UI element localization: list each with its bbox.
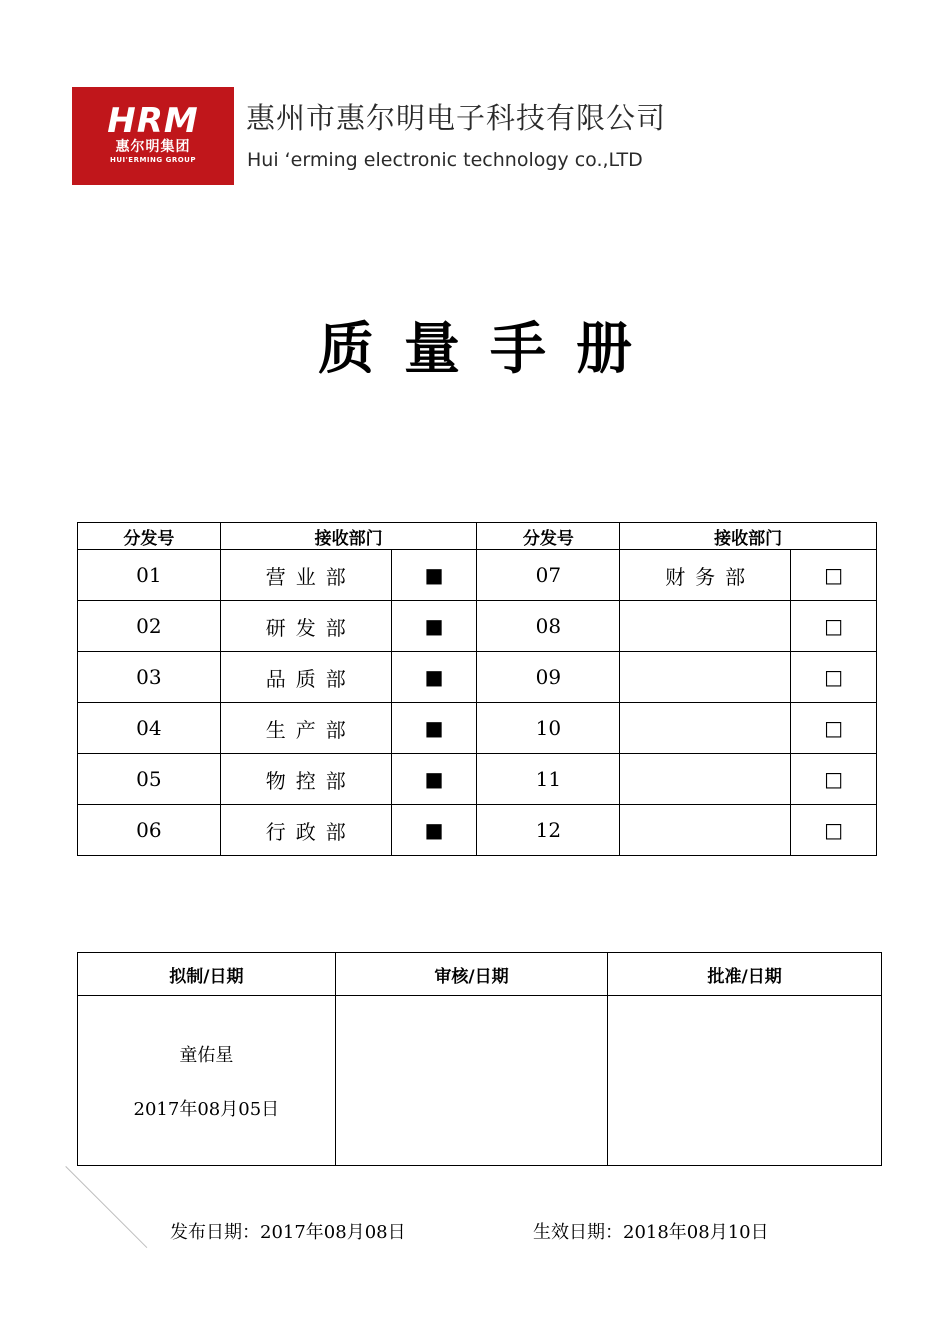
dist-no: 09: [477, 652, 620, 703]
table-row: [78, 550, 877, 601]
company-name-cn: 惠州市惠尔明电子科技有限公司: [246, 101, 667, 135]
prepared-by-name: 童佑星: [179, 1044, 234, 1066]
dist-no: 06: [78, 805, 221, 856]
header-reviewed: 审核/日期: [335, 953, 608, 996]
checked-box-icon[interactable]: ■: [391, 550, 477, 601]
table-row: [78, 703, 877, 754]
unchecked-box-icon[interactable]: □: [791, 703, 877, 754]
checked-box-icon[interactable]: ■: [391, 703, 477, 754]
dept-name: 营业部: [220, 550, 391, 601]
checked-box-icon[interactable]: ■: [391, 754, 477, 805]
dist-no: 04: [78, 703, 221, 754]
dist-no: 10: [477, 703, 620, 754]
dept-name: 财务部: [620, 550, 791, 601]
dist-no: 08: [477, 601, 620, 652]
dept-name: [620, 652, 791, 703]
effective-date: 生效日期：2018年08月10日: [533, 1222, 769, 1243]
unchecked-box-icon[interactable]: □: [791, 601, 877, 652]
dist-no: 02: [78, 601, 221, 652]
header-dist-no-left: 分发号: [78, 523, 221, 550]
signoff-row: [78, 996, 882, 1166]
distribution-table: [77, 522, 877, 856]
logo-mark: HRM: [107, 101, 199, 141]
dist-no: 03: [78, 652, 221, 703]
header-dept-right: 接收部门: [620, 523, 877, 550]
dept-name: 物控部: [220, 754, 391, 805]
dept-name: [620, 601, 791, 652]
dept-name: 行政部: [220, 805, 391, 856]
signoff-table: [77, 952, 882, 1166]
table-row: [78, 754, 877, 805]
dist-no: 07: [477, 550, 620, 601]
checked-box-icon[interactable]: ■: [391, 601, 477, 652]
dist-no: 11: [477, 754, 620, 805]
reviewed-cell: [335, 996, 608, 1166]
table-row: [78, 805, 877, 856]
table-row: [78, 601, 877, 652]
logo-cn-text: 惠尔明集团: [115, 139, 191, 155]
prepared-cell: [78, 996, 336, 1166]
distribution-header-row: [78, 523, 877, 550]
signoff-header-row: [78, 953, 882, 996]
dist-no: 12: [477, 805, 620, 856]
header-approved: 批准/日期: [608, 953, 882, 996]
unchecked-box-icon[interactable]: □: [791, 550, 877, 601]
company-logo: [72, 87, 234, 185]
document-title: 质量手册: [318, 317, 662, 382]
table-row: [78, 652, 877, 703]
header-prepared: 拟制/日期: [78, 953, 336, 996]
unchecked-box-icon[interactable]: □: [791, 754, 877, 805]
header-dist-no-right: 分发号: [477, 523, 620, 550]
publish-date: 发布日期：2017年08月08日: [170, 1222, 406, 1243]
header-dept-left: 接收部门: [220, 523, 477, 550]
dept-name: [620, 703, 791, 754]
dept-name: 品质部: [220, 652, 391, 703]
approved-cell: [608, 996, 882, 1166]
page-corner-line: [65, 1166, 147, 1248]
dist-no: 05: [78, 754, 221, 805]
checked-box-icon[interactable]: ■: [391, 652, 477, 703]
company-name-en: Hui ‘erming electronic technology co.,LTD: [247, 149, 643, 171]
dept-name: [620, 754, 791, 805]
dept-name: [620, 805, 791, 856]
logo-en-text: HUI'ERMING GROUP: [110, 156, 196, 164]
dist-no: 01: [78, 550, 221, 601]
checked-box-icon[interactable]: ■: [391, 805, 477, 856]
unchecked-box-icon[interactable]: □: [791, 805, 877, 856]
dept-name: 研发部: [220, 601, 391, 652]
dept-name: 生产部: [220, 703, 391, 754]
prepared-date: 2017年08月05日: [133, 1098, 280, 1120]
unchecked-box-icon[interactable]: □: [791, 652, 877, 703]
